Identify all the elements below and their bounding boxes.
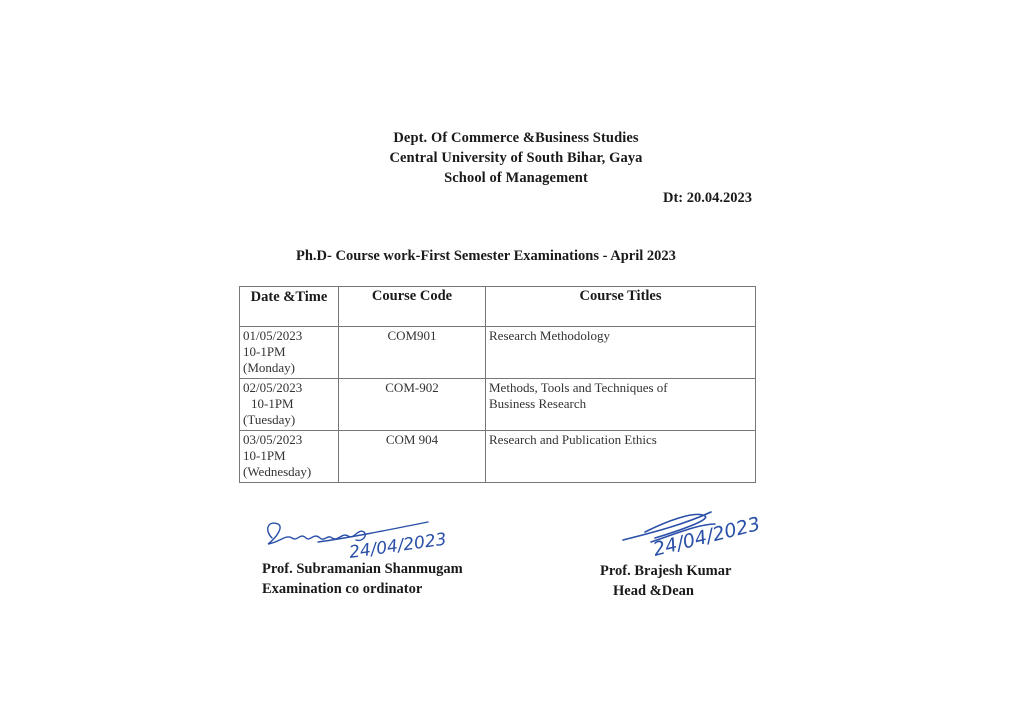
exam-date: 02/05/2023 bbox=[243, 380, 303, 395]
course-title: Methods, Tools and Techniques of Business Research bbox=[486, 379, 756, 431]
coordinator-name: Prof. Subramanian Shanmugam bbox=[262, 561, 463, 577]
header-course-code: Course Code bbox=[339, 287, 486, 327]
exam-schedule-table bbox=[239, 286, 756, 483]
table-row bbox=[240, 431, 756, 483]
coordinator-signature-date: 24/04/2023 bbox=[347, 529, 448, 563]
date-cell bbox=[240, 327, 339, 379]
header-course-titles: Course Titles bbox=[486, 287, 756, 327]
exam-date: 03/05/2023 bbox=[243, 432, 303, 447]
course-title: Research and Publication Ethics bbox=[486, 431, 756, 483]
dean-signature bbox=[615, 502, 815, 564]
coordinator-signature bbox=[258, 508, 458, 568]
course-code: COM901 bbox=[339, 327, 486, 379]
coordinator-role: Examination co ordinator bbox=[262, 581, 423, 597]
exam-day: (Tuesday) bbox=[243, 412, 296, 427]
document-date: Dt: 20.04.2023 bbox=[662, 190, 752, 206]
exam-title: Ph.D- Course work-First Semester Examinations - April 2023 bbox=[296, 248, 676, 264]
department-name: Dept. Of Commerce &Business Studies bbox=[393, 130, 639, 146]
table-row bbox=[240, 327, 756, 379]
exam-time: 10-1PM bbox=[243, 448, 286, 463]
table-row bbox=[240, 379, 756, 431]
exam-time: 10-1PM bbox=[243, 344, 286, 359]
course-code: COM-902 bbox=[339, 379, 486, 431]
table-header-row bbox=[240, 287, 756, 327]
school-name: School of Management bbox=[444, 170, 588, 186]
dean-role: Head &Dean bbox=[613, 583, 694, 599]
exam-day: (Monday) bbox=[243, 360, 295, 375]
course-code: COM 904 bbox=[339, 431, 486, 483]
date-cell bbox=[240, 431, 339, 483]
header-date-time: Date &Time bbox=[240, 287, 339, 327]
exam-time: 10-1PM bbox=[251, 396, 294, 411]
course-title: Research Methodology bbox=[486, 327, 756, 379]
date-cell bbox=[240, 379, 339, 431]
exam-day: (Wednesday) bbox=[243, 464, 312, 479]
dean-signature-date: 24/04/2023 bbox=[650, 513, 763, 561]
exam-date: 01/05/2023 bbox=[243, 328, 303, 343]
dean-name: Prof. Brajesh Kumar bbox=[600, 563, 732, 579]
university-name: Central University of South Bihar, Gaya bbox=[389, 150, 643, 166]
